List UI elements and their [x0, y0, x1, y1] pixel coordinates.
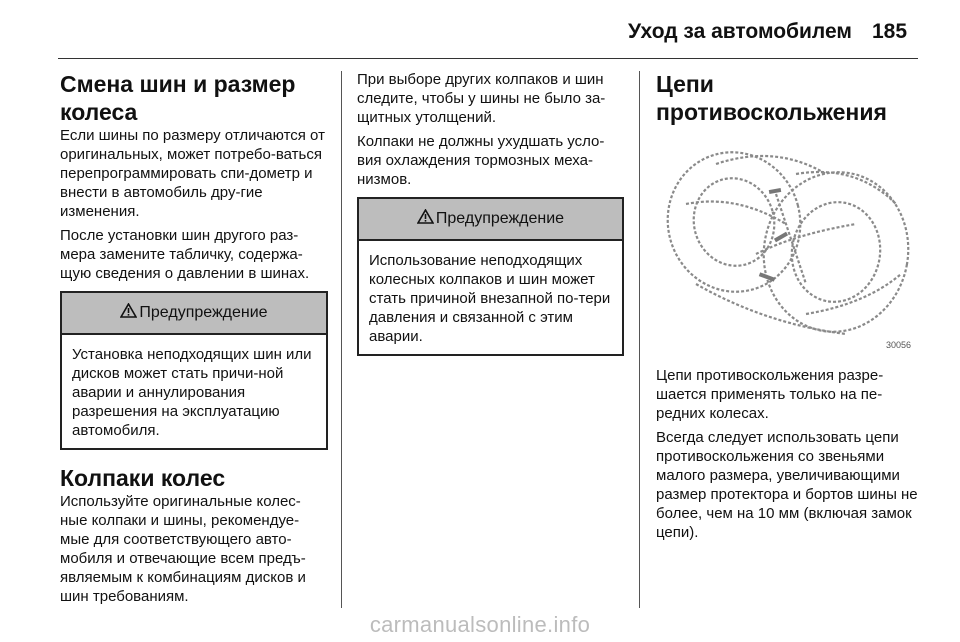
- heading-wheel-covers: Колпаки колес: [60, 465, 226, 491]
- section-title: Уход за автомобилем: [628, 20, 852, 43]
- page-header: [0, 0, 960, 58]
- warning-header: [62, 293, 326, 335]
- warning-text: Использование неподходящих колесных колпаков и шин может стать причиной внезапной по-тери давления и связанной с этим аварии.: [369, 252, 611, 345]
- page-number: 185: [872, 20, 908, 43]
- heading-tire-size: Смена шин и размер колеса: [60, 71, 296, 125]
- warning-header: [359, 199, 622, 241]
- header-divider: [58, 58, 918, 59]
- watermark: carmanualsonline.info: [369, 612, 591, 637]
- column-left: [60, 70, 328, 611]
- column-middle: [357, 70, 624, 370]
- heading-snow-chains: Цепи противоскольжения: [656, 71, 887, 125]
- warning-box: [357, 197, 624, 356]
- warning-triangle-icon: [120, 303, 137, 318]
- paragraph: Если шины по размеру отличаются от оригинальных, может потребо-ваться перепрограммировать спи-дометр и внести в автомобиль дру-гие изменения.: [60, 127, 325, 220]
- paragraph: Колпаки не должны ухудшать усло-вия охлаждения тормозных меха-низмов.: [357, 133, 605, 188]
- column-right: [656, 70, 922, 547]
- paragraph: Всегда следует использовать цепи противоскольжения со звеньями малого размера, увеличивающими размер протектора и бортов шины не более, чем на 10 мм (включая замок цепи).: [656, 429, 918, 541]
- paragraph: Цепи противоскольжения разре-шается применять только на пе-редних колесах.: [656, 367, 884, 422]
- warning-title: Предупреждение: [435, 210, 565, 227]
- column-divider: [639, 71, 640, 608]
- snow-chains-illustration: [656, 134, 922, 354]
- paragraph: Используйте оригинальные колес-ные колпаки и шины, рекомендуе-мые для соответствующего авто-мобиля и отвечающие всем предъ-являемым к комбинациям дисков и шин требованиям.: [60, 493, 306, 605]
- warning-text: Установка неподходящих шин или дисков может стать причи-ной аварии и аннулирования разрешения на эксплуатацию автомобиля.: [72, 346, 312, 439]
- warning-title: Предупреждение: [139, 304, 268, 321]
- warning-triangle-icon: [417, 209, 434, 224]
- figure-number: 30056: [886, 340, 912, 350]
- paragraph: При выборе других колпаков и шин следите, чтобы у шины не было за-щитных утолщений.: [357, 71, 606, 126]
- paragraph: После установки шин другого раз-мера замените табличку, содержа-щую сведения о давлении в шинах.: [60, 227, 310, 282]
- warning-box: [60, 291, 328, 450]
- column-divider: [341, 71, 342, 608]
